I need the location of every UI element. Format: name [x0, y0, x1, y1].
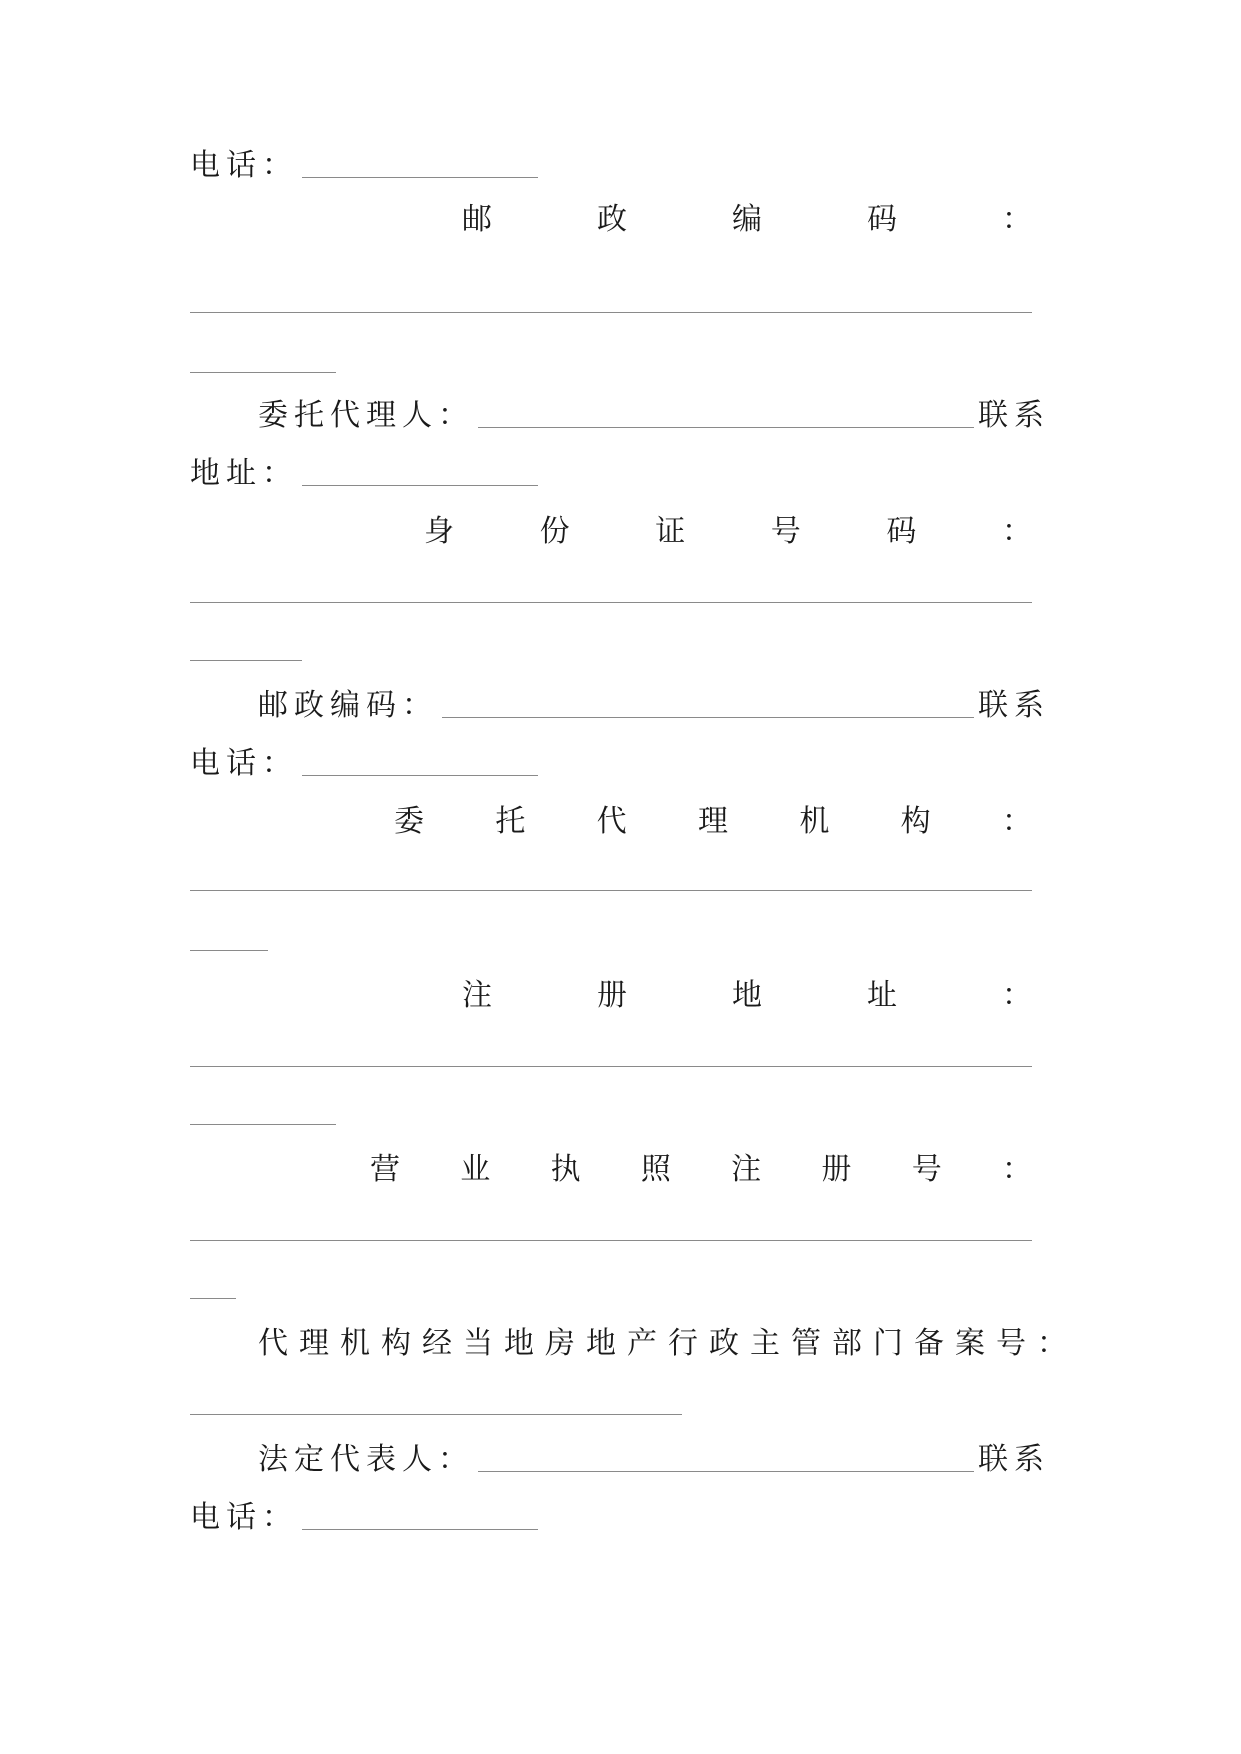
license-char-2: 业 [460, 1152, 491, 1187]
legal-rep-contact-label: 联系 [978, 1442, 1050, 1477]
id-char-5: 码 [886, 514, 917, 549]
address-blank[interactable] [302, 485, 538, 486]
agent-line [190, 396, 1050, 436]
reg-addr-char-2: 册 [597, 978, 627, 1013]
reg-addr-char-3: 地 [732, 978, 762, 1013]
license-number-blank-tail[interactable] [190, 1298, 236, 1299]
agent-blank[interactable] [478, 427, 974, 428]
agency-blank-full[interactable] [190, 890, 1032, 891]
license-colon: ： [1001, 1152, 1032, 1187]
registered-address-blank-full[interactable] [190, 1066, 1032, 1067]
agent-phone-line [190, 744, 1050, 784]
id-number-blank-tail[interactable] [190, 660, 302, 661]
license-char-3: 执 [550, 1152, 581, 1187]
agency-char-2: 托 [495, 804, 526, 839]
phone-blank[interactable] [302, 177, 538, 178]
agency-char-3: 代 [596, 804, 627, 839]
reg-addr-char-4: 址 [867, 978, 897, 1013]
license-char-7: 号 [911, 1152, 942, 1187]
legal-rep-phone-blank[interactable] [302, 1529, 538, 1530]
agency-char-4: 理 [697, 804, 728, 839]
phone-line [190, 146, 1050, 186]
phone-label: 电话： [190, 148, 298, 183]
postal-code-blank-full[interactable] [190, 312, 1032, 313]
filing-number-heading [190, 1324, 1078, 1364]
agent-postal-line [190, 686, 1050, 726]
id-char-3: 证 [655, 514, 686, 549]
agency-heading [394, 802, 1032, 842]
filing-number-blank[interactable] [190, 1414, 682, 1415]
legal-rep-blank[interactable] [478, 1471, 974, 1472]
legal-rep-phone-label: 电话： [190, 1500, 298, 1535]
license-char-6: 册 [821, 1152, 852, 1187]
postal-char-3: 编 [732, 202, 762, 237]
license-number-heading [370, 1150, 1032, 1190]
id-number-heading [424, 512, 1032, 552]
agent-postal-contact-label: 联系 [978, 688, 1050, 723]
id-number-blank-full[interactable] [190, 602, 1032, 603]
id-char-2: 份 [539, 514, 570, 549]
reg-addr-colon: ： [1002, 978, 1032, 1013]
postal-code-heading [462, 200, 1032, 240]
agent-postal-label: 邮政编码： [258, 688, 438, 723]
legal-rep-line [190, 1440, 1050, 1480]
license-char-4: 照 [640, 1152, 671, 1187]
id-char-1: 身 [424, 514, 454, 549]
agent-label: 委托代理人： [258, 398, 474, 433]
registered-address-heading [462, 976, 1032, 1016]
address-label: 地址： [190, 456, 298, 491]
agent-phone-blank[interactable] [302, 775, 538, 776]
agent-contact-label: 联系 [978, 398, 1050, 433]
agent-postal-blank[interactable] [442, 717, 974, 718]
agent-phone-label: 电话： [190, 746, 298, 781]
postal-char-2: 政 [597, 202, 627, 237]
registered-address-blank-tail[interactable] [190, 1124, 336, 1125]
license-char-1: 营 [370, 1152, 400, 1187]
license-number-blank-full[interactable] [190, 1240, 1032, 1241]
agency-char-5: 机 [799, 804, 830, 839]
postal-char-4: 码 [867, 202, 897, 237]
id-char-4: 号 [770, 514, 801, 549]
reg-addr-char-1: 注 [462, 978, 492, 1013]
address-line [190, 454, 1050, 494]
id-colon: ： [1001, 514, 1032, 549]
agency-char-6: 构 [900, 804, 931, 839]
legal-rep-phone-line [190, 1498, 1050, 1538]
legal-rep-label: 法定代表人： [258, 1442, 474, 1477]
agency-blank-tail[interactable] [190, 950, 268, 951]
filing-number-label: 代理机构经当地房地产行政主管部门备案号： [258, 1326, 1078, 1361]
postal-colon: ： [1002, 202, 1032, 237]
agency-char-1: 委 [394, 804, 424, 839]
postal-code-blank-tail[interactable] [190, 372, 336, 373]
postal-char-1: 邮 [462, 202, 492, 237]
agency-colon: ： [1001, 804, 1032, 839]
license-char-5: 注 [731, 1152, 762, 1187]
